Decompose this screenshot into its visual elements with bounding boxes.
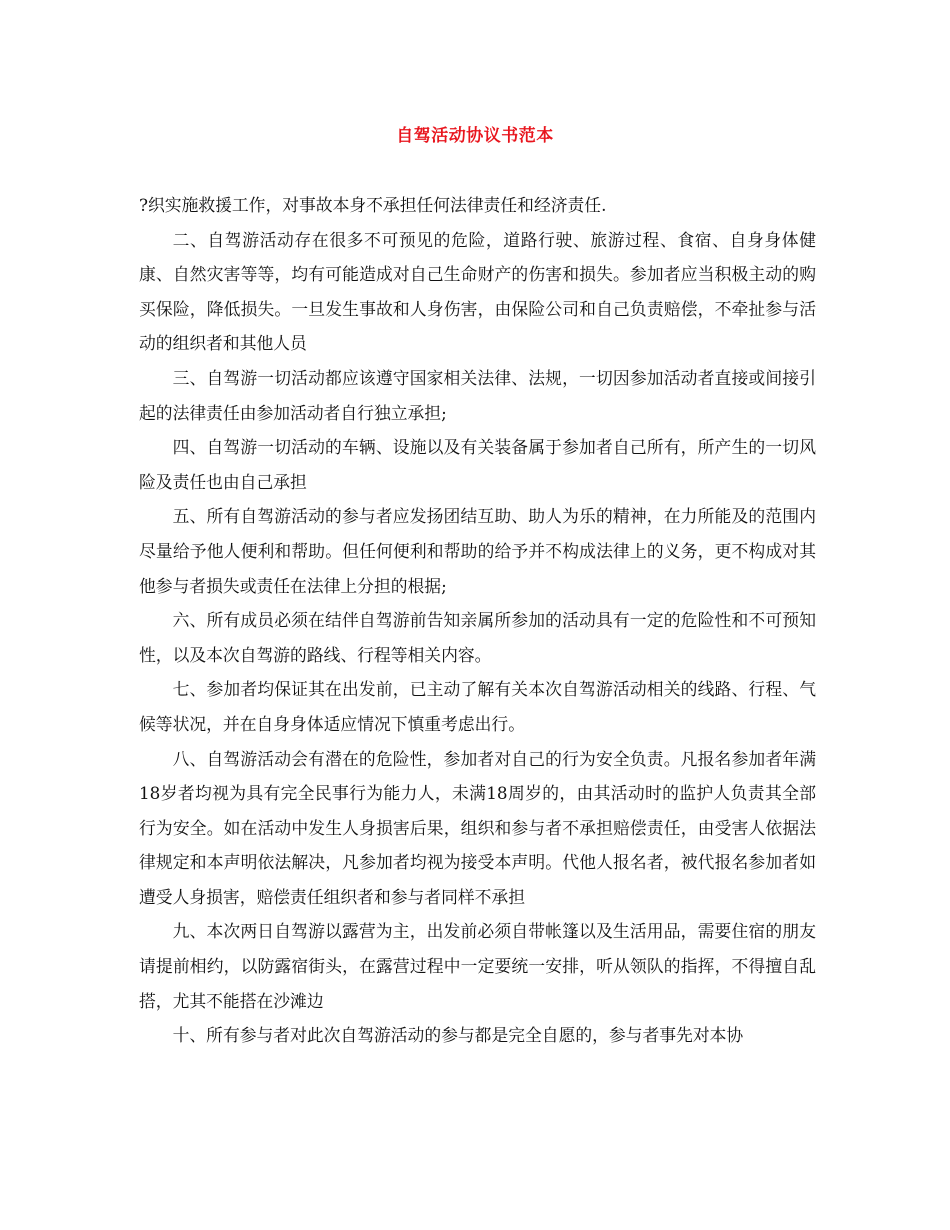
paragraph-intro: ?织实施救援工作，对事故本身不承担任何法律责任和经济责任. [139, 195, 607, 215]
paragraph-clause-9: 九、本次两日自驾游以露营为主，出发前必须自带帐篷以及生活用品，需要住宿的朋友请提前相约，以防露宿街头，在露营过程中一定要统一安排，听从领队的指挥，不得擅自乱搭，尤其不能搭在沙滩边 [139, 921, 816, 1011]
paragraph-clause-6: 六、所有成员必须在结伴自驾游前告知亲属所参加的活动具有一定的危险性和不可预知性，以及本次自驾游的路线、行程等相关内容。 [139, 610, 816, 665]
paragraph-clause-3: 三、自驾游一切活动都应该遵守国家相关法律、法规，一切因参加活动者直接或间接引起的法律责任由参加活动者自行独立承担; [139, 367, 816, 423]
paragraph-clause-5: 五、所有自驾游活动的参与者应发扬团结互助、助人为乐的精神，在力所能及的范围内尽量给予他人便利和帮助。但任何便利和帮助的给予并不构成法律上的义务，更不构成对其他参与者损失或责任在法律上分担的根据; [139, 506, 816, 596]
paragraph-clause-2: 二、自驾游活动存在很多不可预见的危险，道路行驶、旅游过程、食宿、自身身体健康、自然灾害等等，均有可能造成对自己生命财产的伤害和损失。参加者应当积极主动的购买保险，降低损失。一旦发生事故和人身伤害，由保险公司和自己负责赔偿，不牵扯参与活动的组织者和其他人员 [139, 229, 816, 354]
paragraph-clause-7: 七、参加者均保证其在出发前，已主动了解有关本次自驾游活动相关的线路、行程、气候等状况，并在自身身体适应情况下慎重考虑出行。 [139, 679, 816, 734]
paragraph-clause-8: 八、自驾游活动会有潜在的危险性，参加者对自己的行为安全负责。凡报名参加者年满18岁者均视为具有完全民事行为能力人，未满18周岁的，由其活动时的监护人负责其全部行为安全。如在活动中发生人身损害后果，组织和参与者不承担赔偿责任，由受害人依据法律规定和本声明依法解决，凡参加者均视为接受本声明。代他人报名者，被代报名参加者如遭受人身损害，赔偿责任组织者和参与者同样不承担 [139, 748, 816, 907]
document-title: 自驾活动协议书范本 [396, 126, 554, 146]
paragraph-clause-10: 十、所有参与者对此次自驾游活动的参与都是完全自愿的，参与者事先对本协 [172, 1025, 744, 1046]
document-body [139, 188, 816, 1053]
paragraph-clause-4: 四、自驾游一切活动的车辆、设施以及有关装备属于参加者自己所有，所产生的一切风险及责任也由自己承担 [139, 437, 816, 492]
